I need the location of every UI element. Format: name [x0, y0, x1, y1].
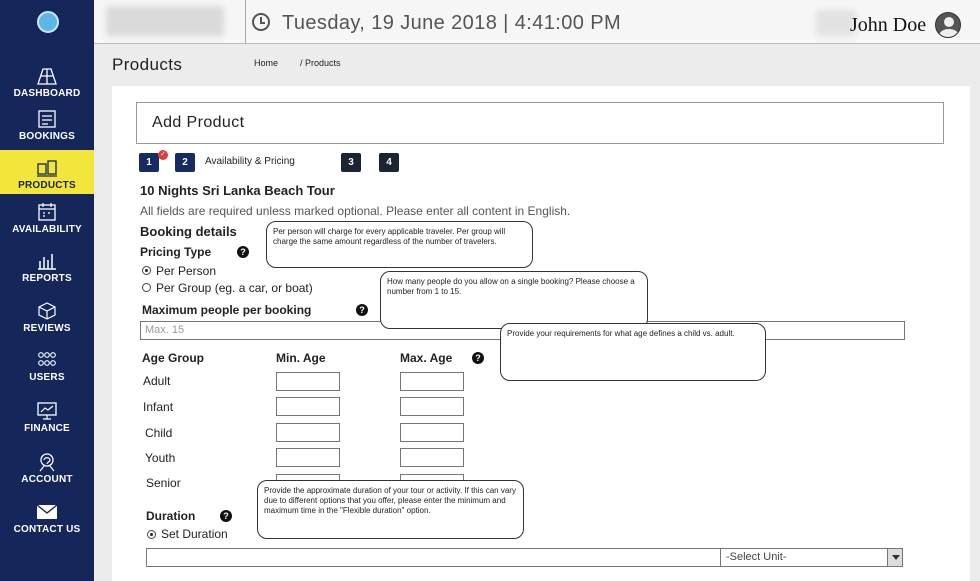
account-icon — [35, 452, 59, 472]
tooltip-pricing: Per person will charge for every applicable traveler. Per group will charge the same amount regardless of the number of travelers. — [266, 221, 533, 268]
card-title: Add Product — [152, 114, 245, 131]
sidebar-item-label: AVAILABILITY — [12, 224, 82, 235]
help-icon[interactable]: ? — [220, 510, 232, 522]
mail-icon — [35, 502, 59, 522]
unit-select[interactable] — [720, 548, 903, 567]
bookings-icon — [35, 109, 59, 129]
tooltip-age: Provide your requirements for what age defines a child vs. adult. — [500, 323, 766, 381]
sidebar-item-finance[interactable] — [0, 393, 94, 437]
sidebar-item-availability[interactable] — [0, 194, 94, 238]
step-1[interactable]: 1 — [139, 153, 159, 172]
reports-icon — [35, 251, 59, 271]
sidebar-item-label: USERS — [29, 372, 65, 383]
infant-min-age-input[interactable] — [276, 397, 340, 416]
blurred-logo — [106, 6, 224, 36]
sidebar-item-label: CONTACT US — [13, 524, 81, 535]
radio-per-person-label: Per Person — [156, 264, 217, 278]
tooltip-max-people: How many people do you allow on a single booking? Please choose a number from 1 to 15. — [380, 271, 648, 329]
current-datetime: Tuesday, 19 June 2018 | 4:41:00 PM — [282, 12, 622, 34]
adult-max-age-input[interactable] — [400, 372, 464, 391]
reviews-icon — [35, 301, 59, 321]
child-min-age-input[interactable] — [276, 423, 340, 442]
adult-min-age-input[interactable] — [276, 372, 340, 391]
sidebar-item-label: REPORTS — [22, 273, 72, 284]
users-icon — [35, 350, 59, 370]
age-group-child: Child — [145, 426, 173, 440]
child-max-age-input[interactable] — [400, 423, 464, 442]
form-intro: All fields are required unless marked optional. Please enter all content in English. — [140, 204, 571, 218]
sidebar-item-reports[interactable] — [0, 243, 94, 287]
sidebar-item-label: BOOKINGS — [18, 131, 76, 142]
tour-title: 10 Nights Sri Lanka Beach Tour — [140, 183, 335, 198]
sidebar-item-reviews[interactable] — [0, 293, 94, 337]
step-4[interactable]: 4 — [379, 153, 399, 172]
max-people-placeholder: Max. 15 — [145, 324, 185, 336]
age-group-senior: Senior — [146, 476, 181, 490]
youth-min-age-input[interactable] — [276, 448, 340, 467]
min-age-header: Min. Age — [276, 351, 326, 365]
clock-icon — [252, 13, 270, 31]
age-group-adult: Adult — [143, 374, 171, 388]
help-icon[interactable]: ? — [356, 304, 368, 316]
tooltip-duration: Provide the approximate duration of your tour or activity. If this can vary due to different options that you offer, please enter the minimum and maximum time in the "Flexible duration" option. — [257, 480, 524, 539]
sidebar-item-bookings[interactable] — [0, 101, 94, 145]
step-2-label: Availability & Pricing — [205, 156, 295, 167]
step-2[interactable]: 2 — [175, 153, 195, 172]
sidebar-item-contact-us[interactable] — [0, 494, 94, 538]
radio-per-group-label: Per Group (eg. a car, or boat) — [156, 281, 313, 295]
breadcrumb-products[interactable]: / Products — [300, 58, 341, 68]
max-age-header: Max. Age — [400, 351, 453, 365]
section-title: Booking details — [140, 224, 237, 239]
age-group-youth: Youth — [145, 451, 176, 465]
user-name[interactable]: John Doe — [850, 14, 927, 36]
pricing-type-label: Pricing Type — [140, 245, 212, 259]
sidebar — [0, 0, 94, 581]
finance-icon — [35, 401, 59, 421]
dashboard-icon — [35, 66, 59, 86]
age-group-infant: Infant — [143, 400, 174, 414]
max-people-label: Maximum people per booking — [142, 303, 312, 317]
unit-select-value: -Select Unit- — [726, 551, 787, 563]
top-bar — [94, 0, 980, 44]
availability-icon — [35, 202, 59, 222]
youth-max-age-input[interactable] — [400, 448, 464, 467]
breadcrumb-home[interactable]: Home — [254, 58, 279, 68]
duration-input[interactable] — [146, 548, 722, 567]
products-icon — [35, 158, 59, 178]
radio-per-person[interactable] — [142, 266, 151, 275]
radio-set-duration[interactable] — [147, 530, 156, 539]
check-icon: ✓ — [158, 150, 168, 160]
help-icon[interactable]: ? — [237, 246, 249, 258]
sidebar-item-label: REVIEWS — [23, 323, 71, 334]
sidebar-item-label: DASHBOARD — [13, 88, 81, 99]
logo-icon — [37, 11, 59, 33]
radio-per-group[interactable] — [142, 283, 151, 292]
sidebar-item-label: FINANCE — [24, 423, 70, 434]
sidebar-item-account[interactable] — [0, 444, 94, 488]
sidebar-item-label: ACCOUNT — [21, 474, 73, 485]
sidebar-item-products[interactable] — [0, 150, 94, 194]
infant-max-age-input[interactable] — [400, 397, 464, 416]
help-icon[interactable]: ? — [472, 352, 484, 364]
sidebar-item-dashboard[interactable] — [0, 58, 94, 102]
age-group-header: Age Group — [142, 351, 204, 365]
add-product-card — [136, 102, 944, 144]
avatar[interactable] — [935, 12, 961, 38]
divider — [245, 0, 246, 44]
duration-label: Duration — [146, 509, 196, 523]
sidebar-item-users[interactable] — [0, 342, 94, 386]
chevron-down-icon[interactable] — [887, 549, 902, 566]
step-3[interactable]: 3 — [341, 153, 361, 172]
radio-set-duration-label: Set Duration — [161, 527, 228, 541]
sidebar-item-label: PRODUCTS — [18, 180, 76, 191]
page-title: Products — [112, 55, 183, 74]
